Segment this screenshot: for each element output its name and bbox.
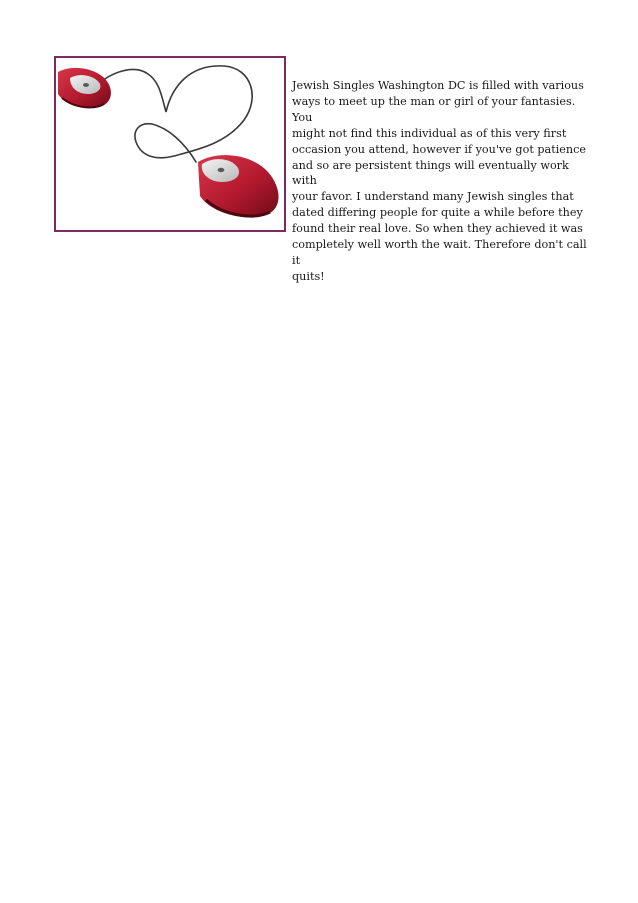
mouse-top-left <box>58 68 111 108</box>
photo-frame <box>54 56 286 232</box>
cable-heart-path <box>96 66 252 162</box>
computer-mice-heart-icon <box>56 58 284 230</box>
body-paragraph: Jewish Singles Washington DC is filled with various ways to meet up the man or girl of your fantasies. You might not find this individual as of this very first occasion you attend, however if you've got patience and so are persistent things will eventually work with your favor. I understand many Jewish singles that dated differing people for quite a while before they found their real love. So when they achieved it was completely well worth the wait. Therefore don't call it quits! <box>292 79 587 283</box>
mouse-bottom-right <box>198 155 279 217</box>
